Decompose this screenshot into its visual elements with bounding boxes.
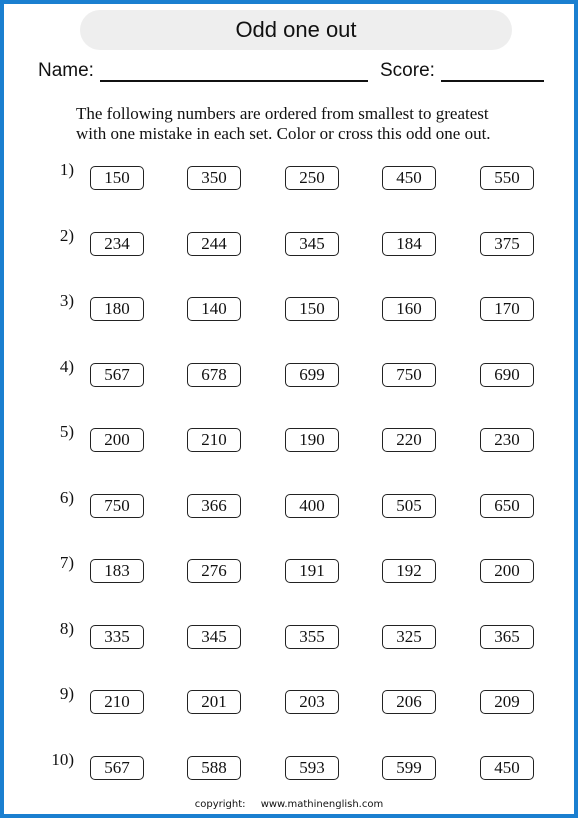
problem-row bbox=[4, 422, 574, 456]
number-box[interactable]: 375 bbox=[480, 232, 534, 256]
problem-number: 10) bbox=[51, 749, 74, 769]
number-box[interactable]: 505 bbox=[382, 494, 436, 518]
number-box[interactable]: 201 bbox=[187, 690, 241, 714]
number-box[interactable]: 550 bbox=[480, 166, 534, 190]
number-box[interactable]: 140 bbox=[187, 297, 241, 321]
number-box[interactable]: 180 bbox=[90, 297, 144, 321]
name-score-row bbox=[38, 60, 544, 86]
name-label: Name: bbox=[38, 60, 94, 81]
worksheet-page bbox=[4, 4, 574, 814]
number-box[interactable]: 183 bbox=[90, 559, 144, 583]
problem-row bbox=[4, 749, 574, 784]
number-box[interactable]: 150 bbox=[285, 297, 339, 321]
number-box[interactable]: 220 bbox=[382, 428, 436, 452]
number-box[interactable]: 599 bbox=[382, 756, 436, 780]
number-box[interactable]: 192 bbox=[382, 559, 436, 583]
website-link[interactable]: www.mathinenglish.com bbox=[260, 799, 384, 810]
number-box[interactable]: 400 bbox=[285, 494, 339, 518]
number-box[interactable]: 170 bbox=[480, 297, 534, 321]
number-box[interactable]: 699 bbox=[285, 363, 339, 387]
copyright-label: copyright: bbox=[194, 799, 246, 810]
problem-row bbox=[4, 160, 574, 194]
worksheet-title: Odd one out bbox=[80, 10, 512, 50]
number-box[interactable]: 244 bbox=[187, 232, 241, 256]
number-box[interactable]: 750 bbox=[90, 494, 144, 518]
score-field[interactable] bbox=[441, 80, 544, 82]
problem-number: 3) bbox=[59, 291, 74, 310]
instructions-line-1: The following numbers are ordered from smallest to greatest bbox=[76, 104, 489, 123]
instructions bbox=[76, 104, 536, 144]
number-box[interactable]: 593 bbox=[285, 756, 339, 780]
number-box[interactable]: 191 bbox=[285, 559, 339, 583]
problem-row bbox=[4, 487, 574, 522]
problem-row bbox=[4, 291, 574, 325]
number-box[interactable]: 650 bbox=[480, 494, 534, 518]
problem-number: 9) bbox=[59, 684, 74, 703]
footer bbox=[4, 799, 574, 810]
score-label: Score: bbox=[380, 60, 435, 81]
number-box[interactable]: 450 bbox=[480, 756, 534, 780]
number-box[interactable]: 350 bbox=[187, 166, 241, 190]
number-box[interactable]: 325 bbox=[382, 625, 436, 649]
problem-row bbox=[4, 553, 574, 587]
problem-number: 4) bbox=[59, 356, 74, 376]
problem-number: 2) bbox=[59, 225, 74, 245]
number-box[interactable]: 567 bbox=[90, 756, 144, 780]
number-box[interactable]: 150 bbox=[90, 166, 144, 190]
problem-number: 5) bbox=[59, 422, 74, 441]
number-box[interactable]: 209 bbox=[480, 690, 534, 714]
number-box[interactable]: 690 bbox=[480, 363, 534, 387]
number-box[interactable]: 203 bbox=[285, 690, 339, 714]
number-box[interactable]: 184 bbox=[382, 232, 436, 256]
number-box[interactable]: 335 bbox=[90, 625, 144, 649]
problem-number: 7) bbox=[59, 553, 74, 572]
number-box[interactable]: 206 bbox=[382, 690, 436, 714]
problem-number: 1) bbox=[59, 160, 74, 179]
number-box[interactable]: 678 bbox=[187, 363, 241, 387]
number-box[interactable]: 567 bbox=[90, 363, 144, 387]
number-box[interactable]: 200 bbox=[90, 428, 144, 452]
number-box[interactable]: 276 bbox=[187, 559, 241, 583]
problem-row bbox=[4, 618, 574, 653]
number-box[interactable]: 160 bbox=[382, 297, 436, 321]
number-box[interactable]: 588 bbox=[187, 756, 241, 780]
problem-row bbox=[4, 684, 574, 718]
number-box[interactable]: 250 bbox=[285, 166, 339, 190]
number-box[interactable]: 345 bbox=[285, 232, 339, 256]
number-box[interactable]: 210 bbox=[187, 428, 241, 452]
number-box[interactable]: 355 bbox=[285, 625, 339, 649]
problem-row bbox=[4, 356, 574, 391]
number-box[interactable]: 234 bbox=[90, 232, 144, 256]
problem-number: 6) bbox=[59, 487, 74, 507]
problem-row bbox=[4, 225, 574, 260]
number-box[interactable]: 210 bbox=[90, 690, 144, 714]
number-box[interactable]: 200 bbox=[480, 559, 534, 583]
problem-number: 8) bbox=[59, 618, 74, 638]
instructions-line-2: with one mistake in each set. Color or cross this odd one out. bbox=[76, 124, 491, 143]
number-box[interactable]: 450 bbox=[382, 166, 436, 190]
number-box[interactable]: 750 bbox=[382, 363, 436, 387]
number-box[interactable]: 366 bbox=[187, 494, 241, 518]
number-box[interactable]: 345 bbox=[187, 625, 241, 649]
number-box[interactable]: 190 bbox=[285, 428, 339, 452]
number-box[interactable]: 365 bbox=[480, 625, 534, 649]
name-field[interactable] bbox=[100, 80, 368, 82]
number-box[interactable]: 230 bbox=[480, 428, 534, 452]
